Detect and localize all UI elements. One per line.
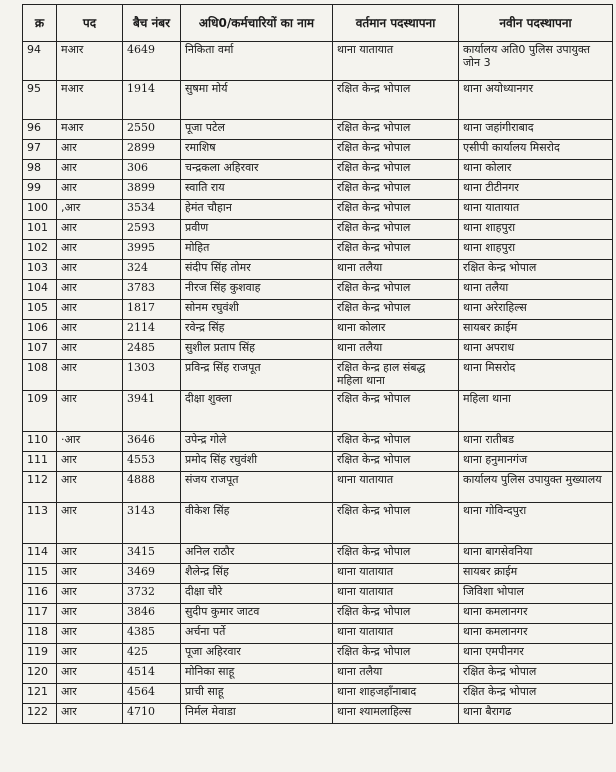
cell-new-posting: थाना टीटीनगर	[459, 180, 613, 200]
cell-sno: 112	[23, 472, 57, 503]
cell-name: प्रविन्द्र सिंह राजपूत	[181, 360, 333, 391]
cell-new-posting: थाना बैरागढ	[459, 704, 613, 724]
cell-current-posting: रक्षित केन्द्र भोपाल	[333, 200, 459, 220]
table-row	[23, 544, 613, 564]
cell-sno: 100	[23, 200, 57, 220]
cell-badge: 3899	[123, 180, 181, 200]
cell-name: मोहित	[181, 240, 333, 260]
cell-badge: 1914	[123, 81, 181, 120]
cell-sno: 94	[23, 42, 57, 81]
table-row	[23, 604, 613, 624]
cell-badge: 4888	[123, 472, 181, 503]
table-row	[23, 564, 613, 584]
cell-new-posting: थाना अरेराहिल्स	[459, 300, 613, 320]
cell-sno: 104	[23, 280, 57, 300]
table-row	[23, 664, 613, 684]
cell-sno: 105	[23, 300, 57, 320]
cell-current-posting: रक्षित केन्द्र भोपाल	[333, 140, 459, 160]
cell-badge: 1817	[123, 300, 181, 320]
cell-rank: आर	[57, 544, 123, 564]
cell-name: निर्मल मेवाडा	[181, 704, 333, 724]
cell-current-posting: रक्षित केन्द्र भोपाल	[333, 644, 459, 664]
cell-current-posting: रक्षित केन्द्र भोपाल	[333, 452, 459, 472]
table-row	[23, 684, 613, 704]
cell-rank: आर	[57, 320, 123, 340]
cell-name: रमाशिष	[181, 140, 333, 160]
table-row	[23, 391, 613, 432]
cell-new-posting: कार्यालय अति0 पुलिस उपायुक्त जोन 3	[459, 42, 613, 81]
cell-current-posting: रक्षित केन्द्र भोपाल	[333, 604, 459, 624]
cell-sno: 120	[23, 664, 57, 684]
cell-name: दीक्षा चौरे	[181, 584, 333, 604]
table-row	[23, 503, 613, 544]
cell-badge: 4514	[123, 664, 181, 684]
cell-rank: आर	[57, 564, 123, 584]
cell-rank: आर	[57, 664, 123, 684]
cell-badge: 4564	[123, 684, 181, 704]
cell-current-posting: थाना यातायात	[333, 42, 459, 81]
cell-current-posting: थाना यातायात	[333, 472, 459, 503]
cell-sno: 113	[23, 503, 57, 544]
cell-name: निकिता वर्मा	[181, 42, 333, 81]
cell-sno: 116	[23, 584, 57, 604]
cell-current-posting: थाना यातायात	[333, 584, 459, 604]
cell-new-posting: थाना हनुमानगंज	[459, 452, 613, 472]
cell-sno: 101	[23, 220, 57, 240]
cell-sno: 102	[23, 240, 57, 260]
cell-badge: 3941	[123, 391, 181, 432]
cell-name: स्वाति राय	[181, 180, 333, 200]
header-badge: बैच नंबर	[123, 5, 181, 42]
cell-name: मोनिका साहू	[181, 664, 333, 684]
cell-new-posting: जिविशा भोपाल	[459, 584, 613, 604]
cell-new-posting: थाना शाहपुरा	[459, 220, 613, 240]
cell-name: चन्द्रकला अहिरवार	[181, 160, 333, 180]
cell-rank: आर	[57, 260, 123, 280]
cell-name: उपेन्द्र गोले	[181, 432, 333, 452]
cell-new-posting: महिला थाना	[459, 391, 613, 432]
cell-rank: आर	[57, 240, 123, 260]
cell-current-posting: रक्षित केन्द्र भोपाल	[333, 391, 459, 432]
cell-name: अनिल राठौर	[181, 544, 333, 564]
table-row	[23, 340, 613, 360]
cell-sno: 98	[23, 160, 57, 180]
cell-new-posting: थाना अयोध्यानगर	[459, 81, 613, 120]
cell-name: प्रमोद सिंह रघुवंशी	[181, 452, 333, 472]
cell-new-posting: कार्यालय पुलिस उपायुक्त मुख्यालय	[459, 472, 613, 503]
cell-name: संदीप सिंह तोमर	[181, 260, 333, 280]
cell-sno: 97	[23, 140, 57, 160]
table-row	[23, 81, 613, 120]
header-row	[23, 5, 613, 42]
cell-rank: आर	[57, 300, 123, 320]
cell-new-posting: थाना अपराध	[459, 340, 613, 360]
cell-rank: आर	[57, 160, 123, 180]
table-row	[23, 472, 613, 503]
table-row	[23, 704, 613, 724]
cell-badge: 3534	[123, 200, 181, 220]
cell-new-posting: थाना कोलार	[459, 160, 613, 180]
cell-new-posting: रक्षित केन्द्र भोपाल	[459, 664, 613, 684]
cell-sno: 107	[23, 340, 57, 360]
cell-name: संजय राजपूत	[181, 472, 333, 503]
cell-new-posting: थाना बागसेवनिया	[459, 544, 613, 564]
cell-badge: 324	[123, 260, 181, 280]
cell-badge: 425	[123, 644, 181, 664]
table-row	[23, 624, 613, 644]
cell-rank: आर	[57, 472, 123, 503]
table-row	[23, 360, 613, 391]
cell-sno: 110	[23, 432, 57, 452]
table-row	[23, 180, 613, 200]
header-new-posting: नवीन पदस्थापना	[459, 5, 613, 42]
cell-sno: 111	[23, 452, 57, 472]
transfer-list-table	[22, 4, 613, 724]
cell-current-posting: रक्षित केन्द्र भोपाल	[333, 503, 459, 544]
cell-sno: 115	[23, 564, 57, 584]
header-rank: पद	[57, 5, 123, 42]
cell-badge: 4649	[123, 42, 181, 81]
table-row	[23, 320, 613, 340]
cell-badge: 2485	[123, 340, 181, 360]
cell-badge: 1303	[123, 360, 181, 391]
cell-name: सोनम रघुवंशी	[181, 300, 333, 320]
cell-new-posting: थाना तलैया	[459, 280, 613, 300]
cell-sno: 99	[23, 180, 57, 200]
cell-badge: 4385	[123, 624, 181, 644]
cell-name: प्रवीण	[181, 220, 333, 240]
cell-name: पूजा पटेल	[181, 120, 333, 140]
cell-name: हेमंत चौहान	[181, 200, 333, 220]
table-row	[23, 140, 613, 160]
cell-new-posting: थाना रातीबड	[459, 432, 613, 452]
cell-current-posting: थाना श्यामलाहिल्स	[333, 704, 459, 724]
cell-current-posting: रक्षित केन्द्र भोपाल	[333, 120, 459, 140]
table-row	[23, 280, 613, 300]
cell-new-posting: सायबर क्राईम	[459, 320, 613, 340]
cell-current-posting: रक्षित केन्द्र भोपाल	[333, 180, 459, 200]
table-row	[23, 432, 613, 452]
cell-current-posting: रक्षित केन्द्र भोपाल	[333, 544, 459, 564]
cell-badge: 2899	[123, 140, 181, 160]
cell-current-posting: थाना तलैया	[333, 340, 459, 360]
cell-new-posting: थाना यातायात	[459, 200, 613, 220]
cell-name: रवेन्द्र सिंह	[181, 320, 333, 340]
header-name: अधि0/कर्मचारियों का नाम	[181, 5, 333, 42]
cell-sno: 96	[23, 120, 57, 140]
cell-current-posting: रक्षित केन्द्र हाल संबद्ध महिला थाना	[333, 360, 459, 391]
cell-sno: 95	[23, 81, 57, 120]
cell-current-posting: थाना कोलार	[333, 320, 459, 340]
cell-rank: आर	[57, 391, 123, 432]
cell-sno: 106	[23, 320, 57, 340]
cell-current-posting: थाना तलैया	[333, 260, 459, 280]
cell-current-posting: रक्षित केन्द्र भोपाल	[333, 220, 459, 240]
cell-name: सुशील प्रताप सिंह	[181, 340, 333, 360]
cell-rank: आर	[57, 452, 123, 472]
cell-new-posting: थाना एमपीनगर	[459, 644, 613, 664]
cell-rank: आर	[57, 644, 123, 664]
cell-badge: 3995	[123, 240, 181, 260]
cell-rank: आर	[57, 280, 123, 300]
cell-sno: 121	[23, 684, 57, 704]
cell-new-posting: थाना जहांगीराबाद	[459, 120, 613, 140]
cell-current-posting: थाना यातायात	[333, 624, 459, 644]
cell-name: वीकेश सिंह	[181, 503, 333, 544]
cell-badge: 3646	[123, 432, 181, 452]
table-row	[23, 644, 613, 664]
table-row	[23, 300, 613, 320]
cell-new-posting: थाना मिसरोद	[459, 360, 613, 391]
cell-rank: आर	[57, 180, 123, 200]
cell-rank: आर	[57, 220, 123, 240]
cell-name: नीरज सिंह कुशवाह	[181, 280, 333, 300]
cell-name: शैलेन्द्र सिंह	[181, 564, 333, 584]
cell-badge: 3846	[123, 604, 181, 624]
cell-current-posting: थाना यातायात	[333, 564, 459, 584]
cell-rank: आर	[57, 360, 123, 391]
cell-badge: 4553	[123, 452, 181, 472]
cell-rank: आर	[57, 624, 123, 644]
cell-new-posting: सायबर क्राईम	[459, 564, 613, 584]
cell-current-posting: रक्षित केन्द्र भोपाल	[333, 280, 459, 300]
cell-new-posting: एसीपी कार्यालय मिसरोद	[459, 140, 613, 160]
cell-badge: 3732	[123, 584, 181, 604]
cell-name: सुदीप कुमार जाटव	[181, 604, 333, 624]
table-row	[23, 260, 613, 280]
cell-rank: मआर	[57, 120, 123, 140]
header-current-posting: वर्तमान पदस्थापना	[333, 5, 459, 42]
cell-badge: 2550	[123, 120, 181, 140]
cell-rank: ·आर	[57, 432, 123, 452]
cell-badge: 3783	[123, 280, 181, 300]
cell-rank: मआर	[57, 81, 123, 120]
cell-rank: आर	[57, 604, 123, 624]
cell-name: पूजा अहिरवार	[181, 644, 333, 664]
cell-name: अर्चना पर्ते	[181, 624, 333, 644]
cell-sno: 108	[23, 360, 57, 391]
cell-new-posting: थाना शाहपुरा	[459, 240, 613, 260]
header-sno: क्र	[23, 5, 57, 42]
table-row	[23, 120, 613, 140]
cell-badge: 306	[123, 160, 181, 180]
cell-sno: 114	[23, 544, 57, 564]
table-row	[23, 42, 613, 81]
cell-name: सुषमा मोर्य	[181, 81, 333, 120]
cell-badge: 3469	[123, 564, 181, 584]
cell-new-posting: थाना कमलानगर	[459, 624, 613, 644]
cell-badge: 3143	[123, 503, 181, 544]
table-row	[23, 220, 613, 240]
cell-rank: आर	[57, 340, 123, 360]
cell-current-posting: रक्षित केन्द्र भोपाल	[333, 160, 459, 180]
table-row	[23, 160, 613, 180]
cell-rank: ,आर	[57, 200, 123, 220]
cell-new-posting: थाना कमलानगर	[459, 604, 613, 624]
table-row	[23, 200, 613, 220]
cell-sno: 118	[23, 624, 57, 644]
cell-rank: आर	[57, 584, 123, 604]
cell-rank: आर	[57, 684, 123, 704]
cell-new-posting: रक्षित केन्द्र भोपाल	[459, 684, 613, 704]
table-row	[23, 584, 613, 604]
cell-sno: 103	[23, 260, 57, 280]
cell-sno: 109	[23, 391, 57, 432]
cell-new-posting: रक्षित केन्द्र भोपाल	[459, 260, 613, 280]
cell-current-posting: रक्षित केन्द्र भोपाल	[333, 432, 459, 452]
cell-badge: 2593	[123, 220, 181, 240]
cell-sno: 117	[23, 604, 57, 624]
cell-name: प्राची साहू	[181, 684, 333, 704]
cell-current-posting: थाना शाहजहाँनाबाद	[333, 684, 459, 704]
cell-rank: आर	[57, 140, 123, 160]
cell-rank: आर	[57, 704, 123, 724]
cell-rank: आर	[57, 503, 123, 544]
cell-current-posting: रक्षित केन्द्र भोपाल	[333, 81, 459, 120]
cell-current-posting: रक्षित केन्द्र भोपाल	[333, 300, 459, 320]
table-row	[23, 240, 613, 260]
cell-badge: 2114	[123, 320, 181, 340]
cell-badge: 3415	[123, 544, 181, 564]
cell-name: दीक्षा शुक्ला	[181, 391, 333, 432]
cell-new-posting: थाना गोविन्दपुरा	[459, 503, 613, 544]
cell-current-posting: थाना तलैया	[333, 664, 459, 684]
cell-sno: 122	[23, 704, 57, 724]
cell-badge: 4710	[123, 704, 181, 724]
cell-current-posting: रक्षित केन्द्र भोपाल	[333, 240, 459, 260]
cell-rank: मआर	[57, 42, 123, 81]
cell-sno: 119	[23, 644, 57, 664]
table-row	[23, 452, 613, 472]
